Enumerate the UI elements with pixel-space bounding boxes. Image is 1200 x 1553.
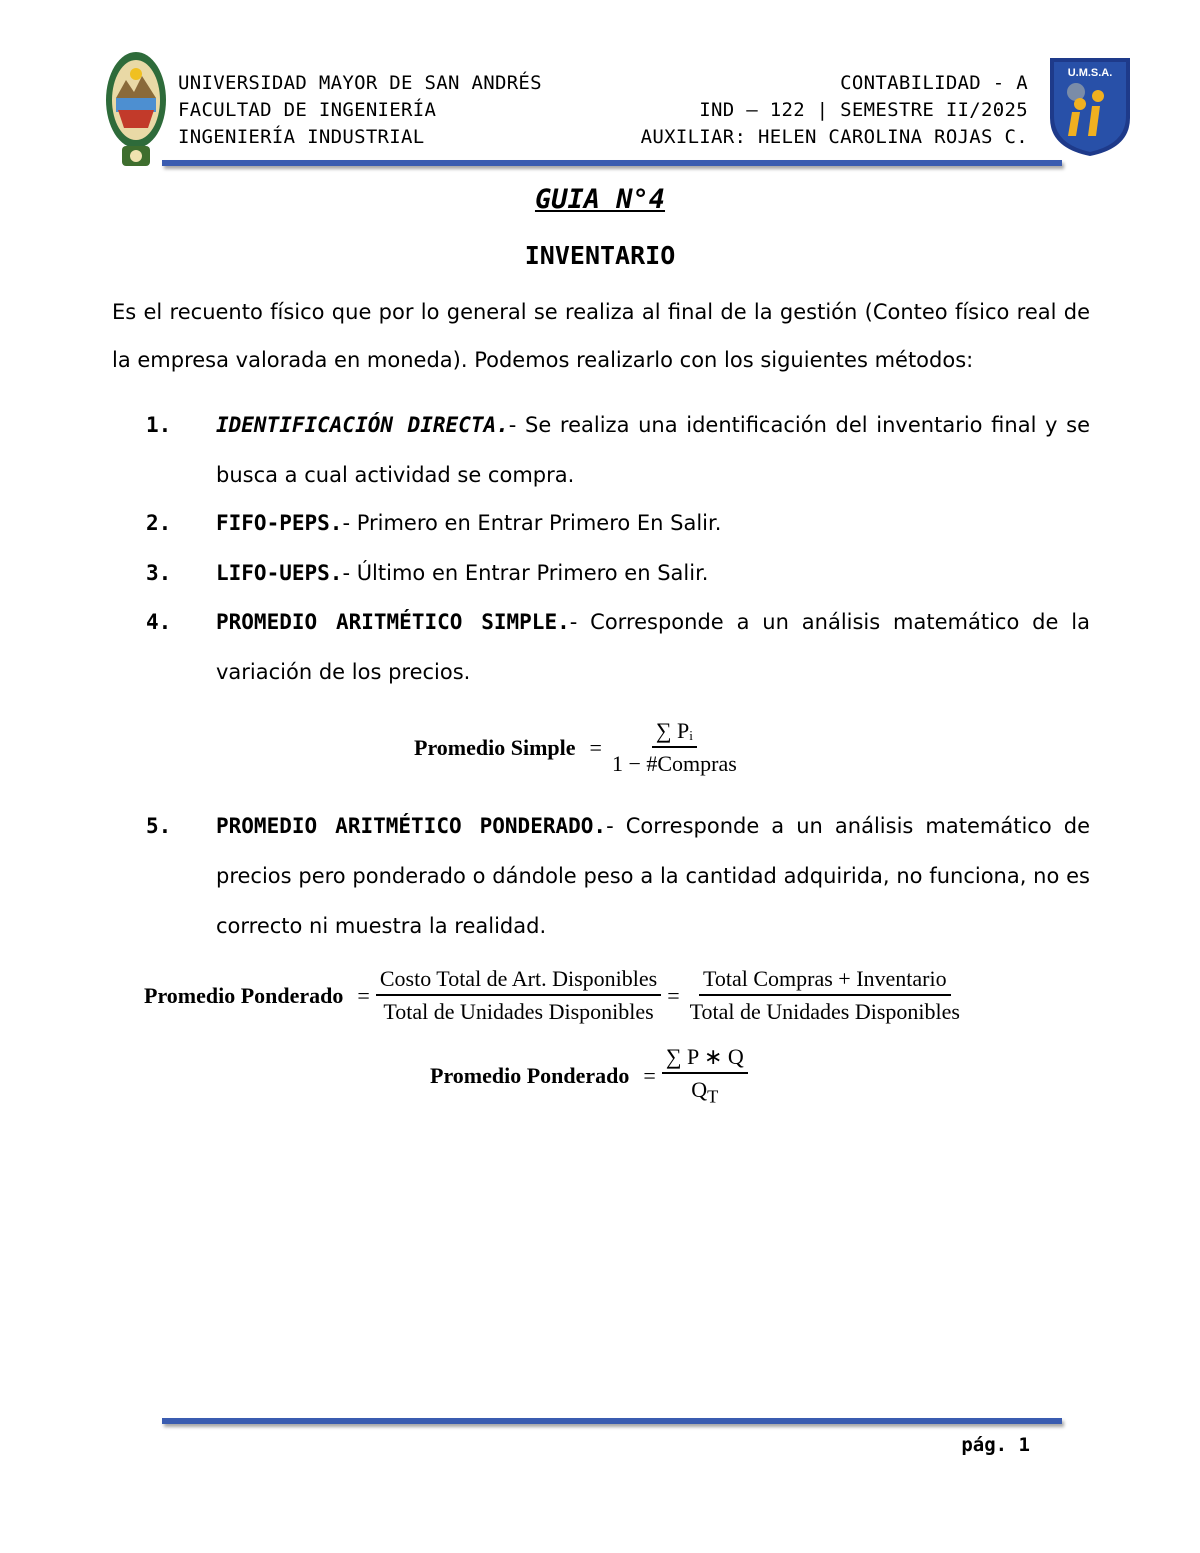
formula-denominator: Total de Unidades Disponibles <box>383 999 654 1024</box>
formula-label: Promedio Ponderado <box>430 1062 630 1088</box>
formula-weighted-average-short <box>430 1044 748 1107</box>
method-description: - Se realiza una identificación del inventario final y se busca a cual actividad se compra. <box>216 413 1091 487</box>
method-item <box>112 400 1090 500</box>
formula-denominator <box>687 1074 722 1107</box>
formula-denominator-subscript: T <box>707 1086 719 1107</box>
method-item <box>112 498 1090 548</box>
formula-numerator: Costo Total de Art. Disponibles <box>376 966 661 996</box>
formula-fraction <box>376 966 661 1025</box>
career-name: INGENIERÍA INDUSTRIAL <box>178 126 425 148</box>
method-term: PROMEDIO ARITMÉTICO SIMPLE. <box>216 610 570 634</box>
section-title: INVENTARIO <box>524 241 676 270</box>
method-item <box>112 597 1090 697</box>
header-divider <box>162 160 1062 166</box>
formula-equals: = <box>643 1062 656 1088</box>
header-right <box>641 70 1028 151</box>
formula-equals: = <box>667 982 680 1008</box>
formula-denominator: Total de Unidades Disponibles <box>689 999 960 1024</box>
formula-numerator: ∑ Pᵢ <box>652 718 697 748</box>
method-number: 2. <box>146 511 172 535</box>
method-item <box>112 548 1090 598</box>
intro-paragraph: Es el recuento físico que por lo general se realiza al final de la gestión (Conteo físico real de la empresa valorada en moneda). Podemos realizarlo con los siguientes métodos: <box>112 300 1090 372</box>
formula-fraction <box>662 1044 748 1107</box>
formula-label: Promedio Simple <box>414 734 576 760</box>
formula-label: Promedio Ponderado <box>144 982 344 1008</box>
formula-denominator-base: Q <box>691 1077 708 1102</box>
assistant-name: AUXILIAR: HELEN CAROLINA ROJAS C. <box>640 126 1028 148</box>
method-description: - Último en Entrar Primero en Salir. <box>342 561 709 585</box>
method-term: IDENTIFICACIÓN DIRECTA. <box>216 413 509 437</box>
formula-numerator: Total Compras + Inventario <box>699 966 951 996</box>
formula-fraction <box>686 966 964 1025</box>
university-crest-logo <box>104 50 168 168</box>
formula-equals: = <box>589 734 602 760</box>
method-description: - Corresponde a un análisis matemático de la variación de los precios. <box>216 610 1090 684</box>
engineering-logo <box>1046 52 1134 158</box>
method-number: 4. <box>146 610 172 634</box>
formula-equals: = <box>357 982 370 1008</box>
method-term: FIFO-PEPS. <box>216 511 343 535</box>
method-item <box>112 801 1090 951</box>
method-number: 5. <box>146 814 172 838</box>
university-name: UNIVERSIDAD MAYOR DE SAN ANDRÉS <box>178 72 542 94</box>
course-code: IND – 122 | SEMESTRE II/2025 <box>699 99 1028 121</box>
course-name: CONTABILIDAD - A <box>840 72 1028 94</box>
formula-numerator: ∑ P ∗ Q <box>662 1044 748 1074</box>
page-number: pág. 1 <box>961 1434 1030 1456</box>
method-term: PROMEDIO ARITMÉTICO PONDERADO. <box>216 814 607 838</box>
guide-title: GUIA N°4 <box>534 184 666 215</box>
faculty-name: FACULTAD DE INGENIERÍA <box>178 99 437 121</box>
method-description: - Primero en Entrar Primero En Salir. <box>342 511 722 535</box>
method-description: - Corresponde a un análisis matemático de precios pero ponderado o dándole peso a la cantidad adquirida, no funciona, no es correcto ni muestra la realidad. <box>216 814 1090 938</box>
formula-simple-average <box>414 718 741 777</box>
formula-fraction <box>608 718 741 777</box>
header-left <box>178 70 542 151</box>
method-number: 3. <box>146 561 172 585</box>
method-term: LIFO-UEPS. <box>216 561 343 585</box>
formula-denominator: 1 − #Compras <box>611 751 737 776</box>
method-number: 1. <box>146 413 172 437</box>
footer-divider <box>162 1418 1062 1424</box>
formula-weighted-average <box>144 966 964 1025</box>
umsa-logo-text: U.M.S.A. <box>1067 67 1113 79</box>
